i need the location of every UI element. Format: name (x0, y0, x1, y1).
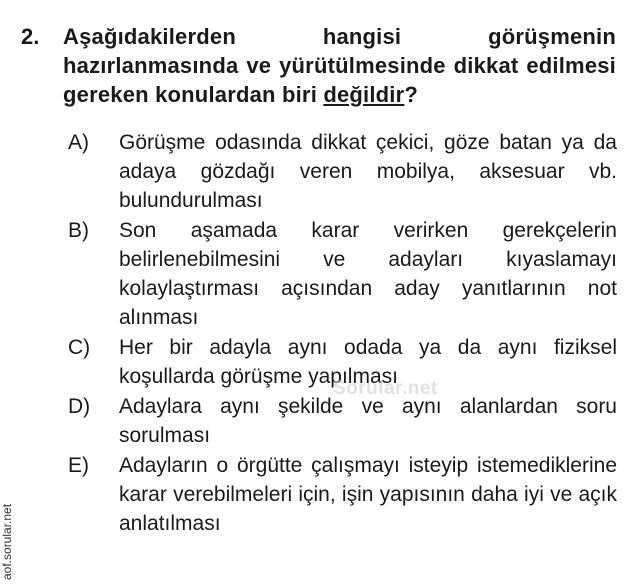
option-d[interactable] (68, 392, 617, 450)
option-b[interactable] (68, 216, 617, 332)
watermark: Sorular.net (333, 378, 438, 399)
option-letter: D) (68, 395, 91, 418)
question-number: 2. (21, 24, 40, 49)
option-text: Adayların o örgütte çalışmayı isteyip istemediklerine karar verebilmeleri için, işin yapısının daha iyi ve açık anlatılması (119, 454, 617, 535)
option-c[interactable] (68, 333, 617, 391)
question-text-end: ? (404, 82, 419, 107)
side-url-label: aof.sorular.net (0, 503, 14, 580)
option-a[interactable] (68, 128, 617, 215)
question-text (63, 22, 616, 109)
option-letter: C) (68, 336, 91, 359)
option-letter: A) (68, 131, 89, 154)
option-letter: B) (68, 219, 89, 242)
answer-options (68, 128, 617, 539)
option-text: Adaylara aynı şekilde ve aynı alanlardan soru sorulması (119, 395, 617, 447)
option-text: Her bir adayla aynı odada ya da aynı fiziksel koşullarda görüşme yapılması (119, 336, 617, 388)
option-e[interactable] (68, 451, 617, 538)
option-text: Görüşme odasında dikkat çekici, göze batan ya da adaya gözdağı veren mobilya, aksesuar vb. bulundurulması (119, 131, 617, 212)
question-emphasis: değildir (323, 82, 405, 107)
option-text: Son aşamada karar verirken gerekçelerin belirlenebilmesini ve adayları kıyaslamayı kolaylaştırması açısından aday yanıtlarının not alınması (119, 219, 617, 329)
question-text-main: Aşağıdakilerden hangisi görüşmenin hazırlanmasında ve yürütülmesinde dikkat edilmesi gereken konulardan biri (63, 24, 616, 107)
option-letter: E) (68, 454, 89, 477)
